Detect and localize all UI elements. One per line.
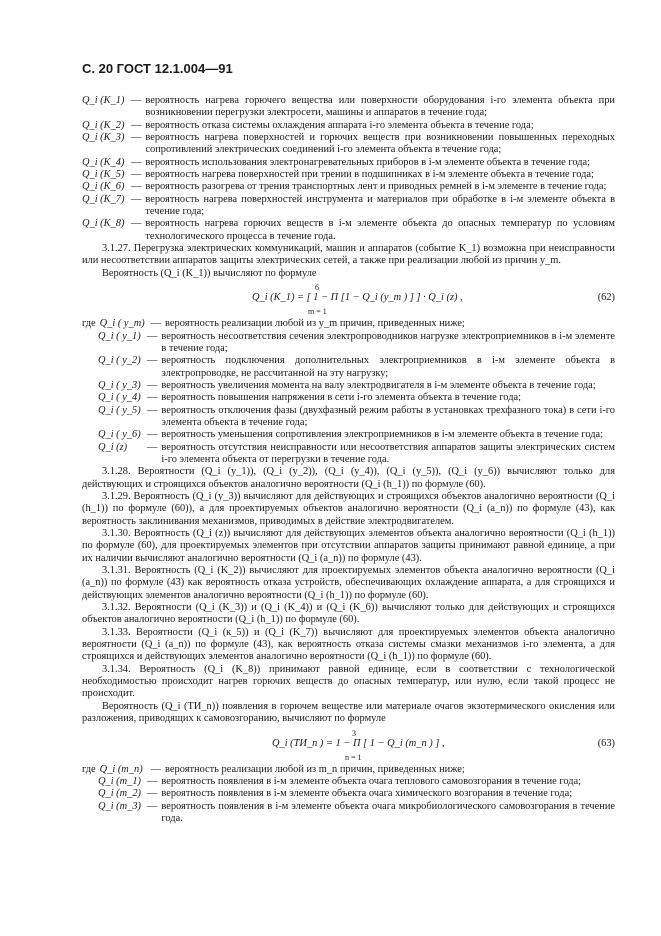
- definition-item: Q_i ( y_4) — вероятность повышения напряжения в сети i-го элемента объекта в течение года;: [98, 392, 615, 404]
- definitions-list-y: [98, 331, 615, 467]
- formula-63-upper-limit: 3: [352, 728, 356, 738]
- definition-text: вероятность отключения фазы (двухфазный режим работы в установках трехфазного тока) в сети i-го элемента объекта в течение года;: [161, 404, 615, 428]
- definition-text: вероятность повышения напряжения в сети i-го элемента объекта в течение года;: [161, 392, 521, 404]
- definition-text: вероятность использования электронагревательных приборов в i-м элементе объекта в течение года;: [145, 156, 591, 168]
- paragraph-3-1-33: 3.1.33. Вероятности (Q_i (к_5)) и (Q_i (K_7)) вычисляют для проектируемых элементов объекта аналогично вероятности (Q_i (a_n)) по формуле (43), как вероятность отказа системы смазки механизмов i-го элемента, а для строящихся и действующих элементов аналогично вероятности (Q_i (h_1)) по формуле (60).: [82, 626, 615, 663]
- definition-text: вероятность нагрева поверхностей инструмента и материалов при обработке в i-м элементе объекта в течение года;: [145, 193, 615, 218]
- definition-text: вероятность нагрева горючих веществ в i-м элементе объекта до опасных температур по условиям технологического процесса в течение года.: [145, 218, 615, 242]
- definition-item: Q_i (K_4) — вероятность использования электронагревательных приборов в i-м элементе объекта в течение года;: [82, 157, 615, 169]
- definition-symbol: Q_i (K_1): [82, 95, 125, 106]
- definition-text: вероятность появления в i-м элементе объекта очага теплового самовозгорания в течение года;: [161, 775, 582, 787]
- paragraph-3-1-28: 3.1.28. Вероятности (Q_i (y_1)), (Q_i (y_2)), (Q_i (y_4)), (Q_i (y_5)), (Q_i (y_6)) вычисляют только для действующих и строящихся объектов аналогично вероятности (Q_i (h_1)) по формуле (60).: [82, 466, 615, 490]
- page-content: [82, 95, 615, 825]
- definition-item: Q_i (m_2) — вероятность появления в i-м элементе объекта очага химического возгорания в течение года;: [98, 788, 615, 800]
- definition-text: вероятность появления в i-м элементе объекта очага микробиологического самовозгорания в течение года.: [161, 800, 615, 824]
- definition-item: Q_i (K_8) — вероятность нагрева горючих веществ в i-м элементе объекта до опасных температур по условиям технологического процесса в течение года.: [82, 218, 615, 242]
- definition-symbol: Q_i (K_5): [82, 169, 125, 181]
- definition-item: Q_i ( y_2) — вероятность подключения дополнительных электроприемников в i-м элементе объекта в электропроводке, не рассчитанной на эту нагрузку;: [98, 355, 615, 379]
- definition-where-mn: где Q_i (m_n) — вероятность реализации любой из m_n причин, приведенных ниже;: [82, 764, 615, 776]
- definition-item: Q_i ( y_1) — вероятность несоответствия сечения электропроводников нагрузке электроприемников в i-м элементе в течение года;: [98, 330, 615, 354]
- formula-62-number: (62): [597, 292, 615, 304]
- definitions-list-k: [82, 95, 615, 243]
- definition-symbol: Q_i (K_3): [82, 132, 125, 144]
- definition-symbol: Q_i (K_2): [82, 119, 125, 131]
- definition-item: Q_i (K_3) — вероятность нагрева поверхностей и горючих веществ при возникновении повышенных переходных сопротивлений электрических соединений i-го элемента объекта в течение года;: [82, 132, 615, 156]
- paragraph-3-1-31: 3.1.31. Вероятность (Q_i (K_2)) вычисляют для проектируемых элементов объекта аналогично вероятности (Q_i (a_n)) по формуле (43) как вероятность отказа устройств, обеспечивающих охлаждение аппарата, а для строящихся и действующих элементов аналогично вероятности (Q_i (h_1)) по формуле (60).: [82, 565, 615, 601]
- definition-symbol: Q_i (K_4): [82, 156, 125, 168]
- paragraph-prob-k1: Вероятность (Q_i (K_1)) вычисляют по формуле: [102, 267, 317, 279]
- formula-62-lower-limit: m = 1: [308, 307, 327, 317]
- definition-item: Q_i (K_6) — вероятность разогрева от трения транспортных лент и приводных ремней в i-м элементе в течение года;: [82, 181, 615, 193]
- definition-text: вероятность разогрева от трения транспортных лент и приводных ремней в i-м элементе в течение года;: [145, 181, 607, 193]
- definition-symbol: Q_i (K_7): [82, 193, 125, 205]
- definition-text: вероятность нагрева горючего вещества или поверхности оборудования i-го элемента объекта при возникновении перегрузки электросети, машины и аппаратов в течение года;: [145, 95, 615, 119]
- definition-text: вероятность нагрева поверхностей при трении в подшипниках в i-м элементе объекта в течение года;: [145, 169, 594, 181]
- definition-item: Q_i ( y_5) — вероятность отключения фазы (двухфазный режим работы в установках трехфазного тока) в сети i-го элемента объекта в течение года;: [98, 404, 615, 428]
- definition-text: вероятность несоответствия сечения электропроводников нагрузке электроприемников в i-м элементе в течение года;: [161, 330, 615, 354]
- definition-symbol: Q_i (m_3): [98, 800, 141, 812]
- definition-item: Q_i (z) — вероятность отсутствия неисправности или несоответствия аппаратов защиты электрических систем i-го элемента объекта от перегрузки в течение года.: [98, 441, 615, 465]
- definition-text: вероятность реализации любой из m_n причин, приведенных ниже;: [165, 763, 465, 775]
- definition-where-ym: где Q_i ( y_m) — вероятность реализации любой из y_m причин, приведенных ниже;: [82, 318, 615, 330]
- definition-symbol: Q_i ( y_4): [98, 392, 141, 404]
- formula-63: [82, 728, 615, 762]
- definition-item: Q_i (K_5) — вероятность нагрева поверхностей при трении в подшипниках в i-м элементе объекта в течение года;: [82, 169, 615, 181]
- paragraph-3-1-27: 3.1.27. Перегрузка электрических коммуникаций, машин и аппаратов (событие K_1) возможна при неисправности или несоответствии аппаратов защиты электрических сетей, а также при реализации любой из причин y_m.: [82, 243, 615, 267]
- definition-symbol: Q_i ( y_m): [99, 318, 145, 330]
- paragraph-prob-tn: Вероятность (Q_i (ТИ_n)) появления в горючем веществе или материале очагов экзотермического окисления или разложения, приводящих к самовозгоранию, вычисляют по формуле: [82, 700, 615, 725]
- definition-item: Q_i (m_1) — вероятность появления в i-м элементе объекта очага теплового самовозгорания в течение года;: [98, 776, 615, 788]
- definition-symbol: Q_i ( y_1): [98, 330, 141, 342]
- definition-symbol: Q_i (K_6): [82, 181, 125, 193]
- paragraph-3-1-32: 3.1.32. Вероятности (Q_i (K_3)) и (Q_i (K_4)) и (Q_i (K_6)) вычисляют только для действующих и строящихся объектов аналогично вероятности (Q_i (h_1)) по формуле (60).: [82, 602, 615, 626]
- formula-62-body: Q_i (K_1) = [ 1 − Π [1 − Q_i (y_m ) ] ] · Q_i (z) ,: [252, 292, 463, 304]
- definition-text: вероятность отказа системы охлаждения аппарата i-го элемента объекта в течение года;: [145, 119, 534, 131]
- definition-item: Q_i (K_2) — вероятность отказа системы охлаждения аппарата i-го элемента объекта в течение года;: [82, 120, 615, 132]
- formula-62: [82, 282, 615, 316]
- definition-symbol: Q_i (m_n): [99, 763, 143, 775]
- definition-text: вероятность появления в i-м элементе объекта очага химического возгорания в течение года;: [161, 788, 573, 800]
- definition-item: Q_i ( y_3) — вероятность увеличения момента на валу электродвигателя в i-м элементе объекта в течение года;: [98, 380, 615, 392]
- page-header: С. 20 ГОСТ 12.1.004—91: [82, 61, 233, 76]
- where-prefix: где: [82, 318, 96, 330]
- definitions-list-m: [98, 776, 615, 825]
- definition-symbol: Q_i ( y_5): [98, 404, 141, 416]
- definition-item: Q_i ( y_6) — вероятность уменьшения сопротивления электроприемников в i-м элементе объекта в течение года;: [98, 429, 615, 441]
- definition-text: вероятность нагрева поверхностей и горючих веществ при возникновении повышенных переходных сопротивлений электрических соединений i-го элемента объекта в течение года;: [145, 132, 615, 156]
- definition-symbol: Q_i ( y_2): [98, 355, 141, 367]
- formula-62-upper-limit: 6: [315, 283, 319, 293]
- where-prefix: где: [82, 763, 96, 775]
- definition-symbol: Q_i (m_2): [98, 788, 141, 800]
- paragraph-3-1-29: 3.1.29. Вероятность (Q_i (y_3)) вычисляют для действующих и строящихся объектов аналогично вероятности (Q_i (h_1)) по формуле (60)), а для проектируемых объектов аналогично вероятности (Q_i (a_n)) по формуле (43), как вероятность заклинивания механизмов, приводимых в действие электродвигателем.: [82, 490, 615, 527]
- paragraph-3-1-34: 3.1.34. Вероятность (Q_i (K_8)) принимают равной единице, если в соответствии с технологической необходимостью происходит нагрев горючих веществ до опасных температур, или нулю, если такой процесс не происходит.: [82, 663, 615, 700]
- definition-item: Q_i (m_3) — вероятность появления в i-м элементе объекта очага микробиологического самовозгорания в течение года.: [98, 800, 615, 824]
- definition-item: Q_i (K_7) — вероятность нагрева поверхностей инструмента и материалов при обработке в i-м элементе объекта в течение года;: [82, 193, 615, 218]
- definition-symbol: Q_i (m_1): [98, 775, 141, 787]
- formula-63-lower-limit: n = 1: [345, 752, 362, 762]
- definition-text: вероятность уменьшения сопротивления электроприемников в i-м элементе объекта в течение года;: [161, 429, 604, 441]
- definition-symbol: Q_i ( y_6): [98, 429, 141, 441]
- definition-text: вероятность подключения дополнительных электроприемников в i-м элементе объекта в электропроводке, не рассчитанной на эту нагрузку;: [161, 355, 615, 379]
- formula-63-number: (63): [597, 737, 615, 749]
- definition-text: вероятность увеличения момента на валу электродвигателя в i-м элементе объекта в течение года;: [161, 379, 596, 391]
- formula-63-body: Q_i (ТИ_n ) = 1 − Π [ 1 − Q_i (m_n ) ] ,: [272, 737, 445, 749]
- definition-text: вероятность отсутствия неисправности или несоответствия аппаратов защиты электрических систем i-го элемента объекта от перегрузки в течение года.: [161, 441, 615, 465]
- definition-symbol: Q_i (K_8): [82, 218, 125, 230]
- definition-symbol: Q_i ( y_3): [98, 379, 141, 391]
- paragraph-3-1-30: 3.1.30. Вероятность (Q_i (z)) вычисляют для действующих элементов объекта аналогично вероятности (Q_i (h_1)) по формуле (60), для проектируемых элементов при отсутствии аппаратов защиты принимают равной единице, а при их наличии вычисляют аналогично вероятности (Q_i (a_n)) по формуле (43).: [82, 528, 615, 564]
- definition-item: Q_i (K_1) — вероятность нагрева горючего вещества или поверхности оборудования i-го элемента объекта при возникновении перегрузки электросети, машины и аппаратов в течение года;: [82, 95, 615, 119]
- definition-symbol: Q_i (z): [98, 441, 128, 453]
- definition-text: вероятность реализации любой из y_m причин, приведенных ниже;: [165, 318, 465, 330]
